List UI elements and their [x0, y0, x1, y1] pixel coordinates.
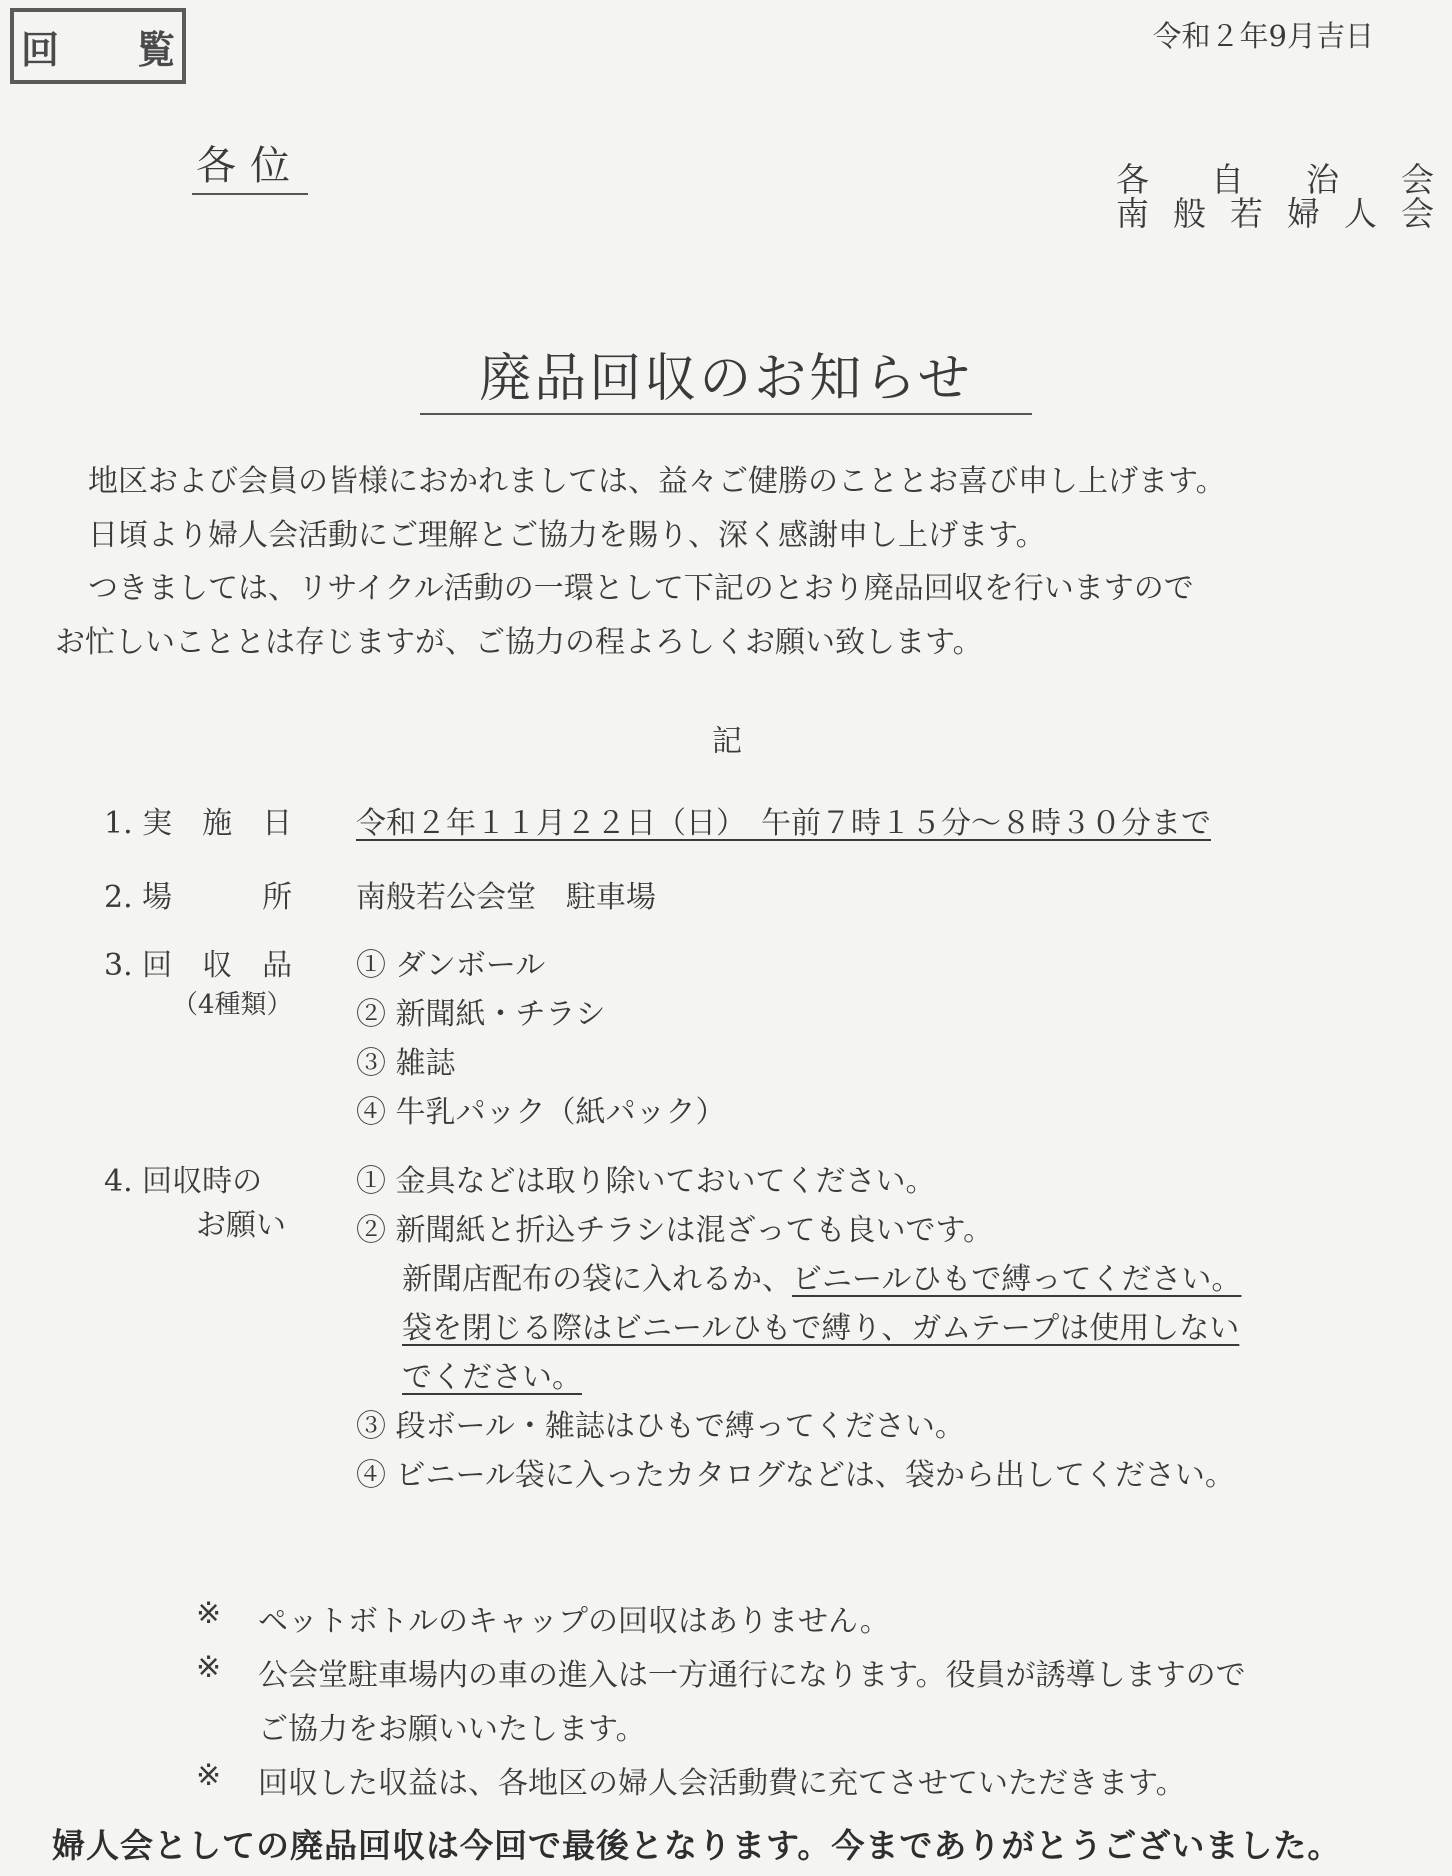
- date-label: 1. 実 施 日: [104, 806, 293, 841]
- request-item-2: ② 新聞紙と折込チラシは混ざっても良いです。: [356, 1213, 994, 1248]
- issue-date: 令和２年9月吉日: [1152, 19, 1374, 53]
- date-value: 令和２年１１月２２日（日） 午前７時１５分～８時３０分まで: [356, 806, 1211, 841]
- place-label: 2. 場 所: [104, 880, 293, 915]
- note-mark: ※: [196, 1596, 222, 1631]
- sender-char: 般: [1173, 194, 1206, 233]
- note-2-cont: ご協力をお願いいたします。: [258, 1712, 646, 1747]
- request-item-2-cont: でください。: [402, 1360, 582, 1395]
- request-text-underlined: ビニールひもで縛ってください。: [792, 1262, 1242, 1297]
- goods-item: ④ 牛乳パック（紙パック）: [356, 1095, 726, 1130]
- closing-message: 婦人会としての廃品回収は今回で最後となります。今までありがとうございました。: [52, 1826, 1342, 1865]
- goods-label: 3. 回 収 品: [104, 948, 293, 983]
- addressee: 各位: [192, 134, 308, 195]
- note-3: 回収した収益は、各地区の婦人会活動費に充てさせていただきます。: [258, 1766, 1186, 1801]
- goods-item: ① ダンボール: [356, 948, 546, 983]
- sender-char: 会: [1401, 160, 1434, 199]
- place-value: 南般若公会堂 駐車場: [356, 880, 656, 915]
- request-item-2-cont: 袋を閉じる際はビニールひもで縛り、ガムテープは使用しない: [402, 1311, 1240, 1346]
- intro-line-1: 地区および会員の皆様におかれましては、益々ご健勝のこととお喜び申し上げます。: [88, 464, 1226, 499]
- sender-char: 若: [1230, 194, 1263, 233]
- document-title: 廃品回収のお知らせ: [420, 336, 1032, 415]
- request-item-3: ③ 段ボール・雑誌はひもで縛ってください。: [356, 1409, 965, 1444]
- circulation-stamp: 回 覧: [10, 8, 186, 84]
- note-2: 公会堂駐車場内の車の進入は一方通行になります。役員が誘導しますので: [258, 1658, 1246, 1693]
- sender-char: 治: [1306, 160, 1339, 199]
- intro-line-2: 日頃より婦人会活動にご理解とご協力を賜り、深く感謝申し上げます。: [88, 518, 1046, 553]
- sender-char: 自: [1211, 160, 1244, 199]
- request-item-1: ① 金具などは取り除いておいてください。: [356, 1164, 936, 1199]
- sender-char: 南: [1116, 194, 1149, 233]
- sender-char: 会: [1401, 194, 1434, 233]
- ki-heading: 記: [712, 724, 742, 759]
- sender-char: 婦: [1287, 194, 1320, 233]
- request-item-4: ④ ビニール袋に入ったカタログなどは、袋から出してください。: [356, 1458, 1235, 1493]
- sender-char: 各: [1116, 160, 1149, 199]
- goods-item: ② 新聞紙・チラシ: [356, 997, 606, 1032]
- intro-line-3: つきましては、リサイクル活動の一環として下記のとおり廃品回収を行いますので: [88, 571, 1194, 606]
- request-item-2-cont: [402, 1254, 1241, 1298]
- note-mark: ※: [196, 1758, 222, 1793]
- note-1: ペットボトルのキャップの回収はありません。: [258, 1604, 890, 1639]
- note-mark: ※: [196, 1650, 222, 1685]
- sender-line-2: [1116, 188, 1434, 235]
- intro-line-4: お忙しいこととは存じますが、ご協力の程よろしくお願い致します。: [55, 625, 983, 660]
- request-label-2: お願い: [196, 1208, 286, 1243]
- goods-sub-label: （4種類）: [172, 990, 293, 1020]
- request-text: 新聞店配布の袋に入れるか、: [402, 1262, 792, 1297]
- request-label: 4. 回収時の: [104, 1164, 263, 1199]
- sender-char: 人: [1344, 194, 1377, 233]
- goods-item: ③ 雑誌: [356, 1046, 456, 1081]
